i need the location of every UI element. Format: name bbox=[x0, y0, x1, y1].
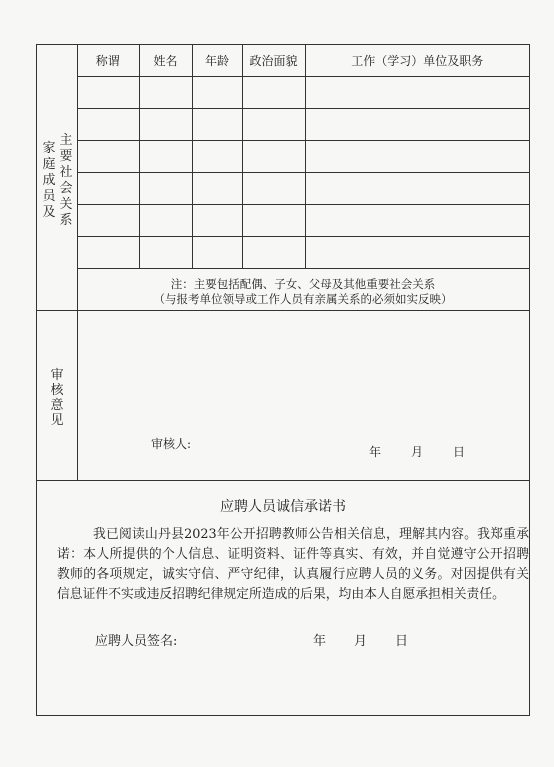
table-row bbox=[77, 173, 529, 205]
table-header-row bbox=[77, 45, 529, 77]
reviewer-label: 审核人: bbox=[151, 437, 192, 451]
table-row bbox=[77, 77, 529, 109]
table-cell[interactable] bbox=[77, 237, 139, 269]
table-cell[interactable] bbox=[139, 77, 192, 109]
family-heading-col1: 家庭成员及 bbox=[42, 141, 56, 220]
table-cell[interactable] bbox=[77, 173, 139, 205]
note-line-2: （与报考单位领导或工作人员有亲属关系的必须如实反映） bbox=[153, 292, 453, 306]
review-date-year: 年 bbox=[369, 445, 382, 459]
table-cell[interactable] bbox=[139, 109, 192, 141]
family-members-table bbox=[77, 45, 529, 269]
table-cell[interactable] bbox=[242, 109, 305, 141]
table-cell[interactable] bbox=[192, 173, 242, 205]
column-header-name: 姓名 bbox=[139, 45, 192, 77]
review-heading-text: 审核意见 bbox=[50, 368, 64, 428]
column-header-workplace: 工作（学习）单位及职务 bbox=[305, 45, 529, 77]
family-section-heading bbox=[37, 45, 78, 310]
table-cell[interactable] bbox=[139, 173, 192, 205]
table-cell[interactable] bbox=[242, 141, 305, 173]
column-header-age: 年龄 bbox=[192, 45, 242, 77]
column-header-relation: 称谓 bbox=[77, 45, 139, 77]
table-cell[interactable] bbox=[305, 205, 529, 237]
table-cell[interactable] bbox=[192, 77, 242, 109]
table-cell[interactable] bbox=[305, 237, 529, 269]
pledge-body: 我已阅读山丹县2023年公开招聘教师公告相关信息，理解其内容。我郑重承诺：本人所提供的个人信息、证明资料、证件等真实、有效，并自觉遵守公开招聘教师的各项规定，诚实守信、严守纪律，认真履行应聘人员的义务。对因提供有关信息证件不实或违反招聘纪律规定所造成的后果，均由本人自愿承担相关责任。 bbox=[57, 527, 529, 602]
pledge-title: 应聘人员诚信承诺书 bbox=[220, 499, 346, 515]
pledge-date-day: 日 bbox=[395, 634, 409, 649]
pledge-date-month: 月 bbox=[354, 634, 368, 649]
table-cell[interactable] bbox=[139, 237, 192, 269]
table-cell[interactable] bbox=[192, 109, 242, 141]
table-cell[interactable] bbox=[77, 109, 139, 141]
note-line-1: 注：主要包括配偶、子女、父母及其他重要社会关系 bbox=[170, 277, 436, 291]
table-row bbox=[77, 205, 529, 237]
table-row bbox=[77, 141, 529, 173]
review-opinion-section bbox=[37, 310, 529, 481]
pledge-date-year: 年 bbox=[313, 634, 327, 649]
table-row bbox=[77, 237, 529, 269]
review-date-day: 日 bbox=[453, 445, 466, 459]
applicant-signature-label: 应聘人员签名: bbox=[95, 634, 178, 649]
table-cell[interactable] bbox=[305, 77, 529, 109]
table-cell[interactable] bbox=[242, 237, 305, 269]
table-row bbox=[77, 109, 529, 141]
table-cell[interactable] bbox=[305, 173, 529, 205]
registration-form-page bbox=[36, 44, 530, 716]
table-cell[interactable] bbox=[139, 141, 192, 173]
column-header-political-status: 政治面貌 bbox=[242, 45, 305, 77]
table-cell[interactable] bbox=[305, 141, 529, 173]
family-members-section bbox=[37, 45, 529, 311]
family-heading-col2: 主要社会关系 bbox=[59, 133, 73, 228]
review-date-month: 月 bbox=[411, 445, 424, 459]
table-cell[interactable] bbox=[77, 205, 139, 237]
integrity-pledge-section bbox=[37, 480, 529, 715]
table-cell[interactable] bbox=[305, 109, 529, 141]
table-cell[interactable] bbox=[192, 237, 242, 269]
review-section-heading bbox=[37, 310, 78, 480]
table-cell[interactable] bbox=[139, 205, 192, 237]
table-cell[interactable] bbox=[242, 173, 305, 205]
pledge-date bbox=[313, 630, 436, 649]
review-date bbox=[369, 443, 495, 460]
table-cell[interactable] bbox=[242, 77, 305, 109]
table-cell[interactable] bbox=[77, 141, 139, 173]
table-cell[interactable] bbox=[192, 141, 242, 173]
table-cell[interactable] bbox=[242, 205, 305, 237]
table-cell[interactable] bbox=[77, 77, 139, 109]
family-note bbox=[77, 277, 529, 310]
table-cell[interactable] bbox=[192, 205, 242, 237]
